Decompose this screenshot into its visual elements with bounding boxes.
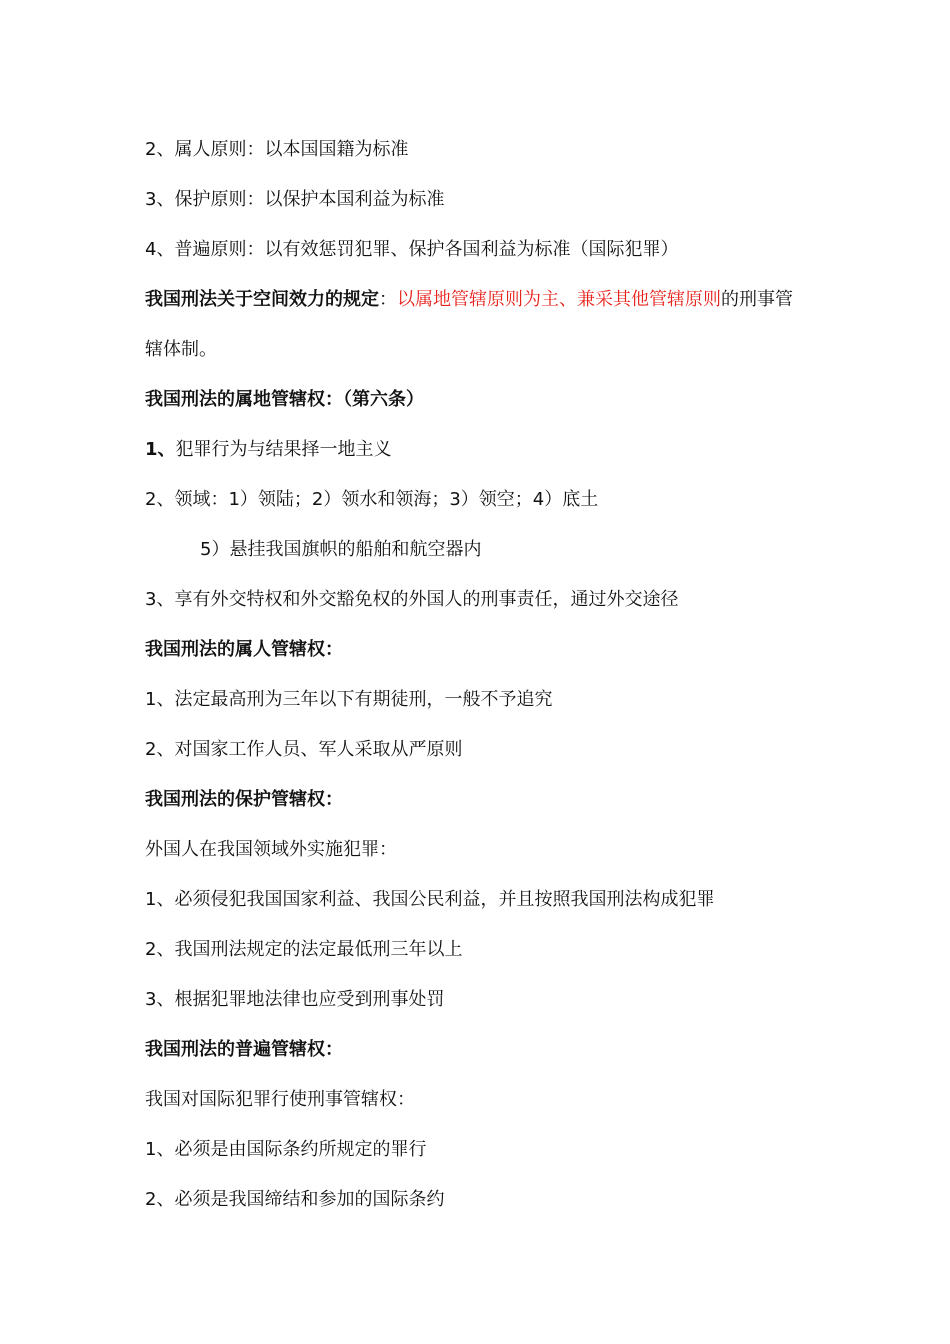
spatial-effect-colon: ： bbox=[379, 289, 397, 310]
heading-protective-jurisdiction: 我国刑法的保护管辖权： bbox=[145, 789, 343, 810]
personal-item-2: 2、对国家工作人员、军人采取从严原则 bbox=[145, 739, 463, 760]
universal-item-2: 2、必须是我国缔结和参加的国际条约 bbox=[145, 1189, 445, 1210]
territorial-item-1-text: 犯罪行为与结果择一地主义 bbox=[175, 439, 392, 460]
principle-protection: 3、保护原则：以保护本国利益为标准 bbox=[145, 189, 445, 210]
spatial-effect-label: 我国刑法关于空间效力的规定 bbox=[145, 289, 379, 310]
spatial-effect-paragraph bbox=[145, 287, 793, 313]
heading-personal-jurisdiction: 我国刑法的属人管辖权： bbox=[145, 639, 343, 660]
protective-item-2: 2、我国刑法规定的法定最低刑三年以上 bbox=[145, 939, 463, 960]
heading-universal-jurisdiction: 我国刑法的普遍管辖权： bbox=[145, 1039, 343, 1060]
spatial-effect-rest: 的刑事管 bbox=[721, 289, 793, 310]
spatial-effect-highlight: 以属地管辖原则为主、兼采其他管辖原则 bbox=[397, 289, 721, 310]
territorial-item-2: 2、领域：1）领陆；2）领水和领海；3）领空；4）底土 bbox=[145, 489, 599, 510]
territorial-item-1-number: 1、 bbox=[145, 439, 176, 460]
territorial-item-1 bbox=[145, 437, 392, 463]
universal-intro: 我国对国际犯罪行使刑事管辖权： bbox=[145, 1089, 415, 1110]
protective-item-1: 1、必须侵犯我国国家利益、我国公民利益，并且按照我国刑法构成犯罪 bbox=[145, 889, 715, 910]
protective-intro: 外国人在我国领域外实施犯罪： bbox=[145, 839, 397, 860]
universal-item-1: 1、必须是由国际条约所规定的罪行 bbox=[145, 1139, 427, 1160]
protective-item-3: 3、根据犯罪地法律也应受到刑事处罚 bbox=[145, 989, 445, 1010]
territorial-item-3: 3、享有外交特权和外交豁免权的外国人的刑事责任，通过外交途径 bbox=[145, 589, 679, 610]
heading-territorial-jurisdiction: 我国刑法的属地管辖权：（第六条） bbox=[145, 389, 424, 410]
principle-universal: 4、普遍原则：以有效惩罚犯罪、保护各国利益为标准（国际犯罪） bbox=[145, 239, 679, 260]
personal-item-1: 1、法定最高刑为三年以下有期徒刑，一般不予追究 bbox=[145, 689, 553, 710]
principle-nationality: 2、属人原则：以本国国籍为标准 bbox=[145, 139, 409, 160]
territorial-item-2-sub: 5）悬挂我国旗帜的船舶和航空器内 bbox=[200, 539, 482, 560]
spatial-effect-continuation: 辖体制。 bbox=[145, 339, 217, 360]
